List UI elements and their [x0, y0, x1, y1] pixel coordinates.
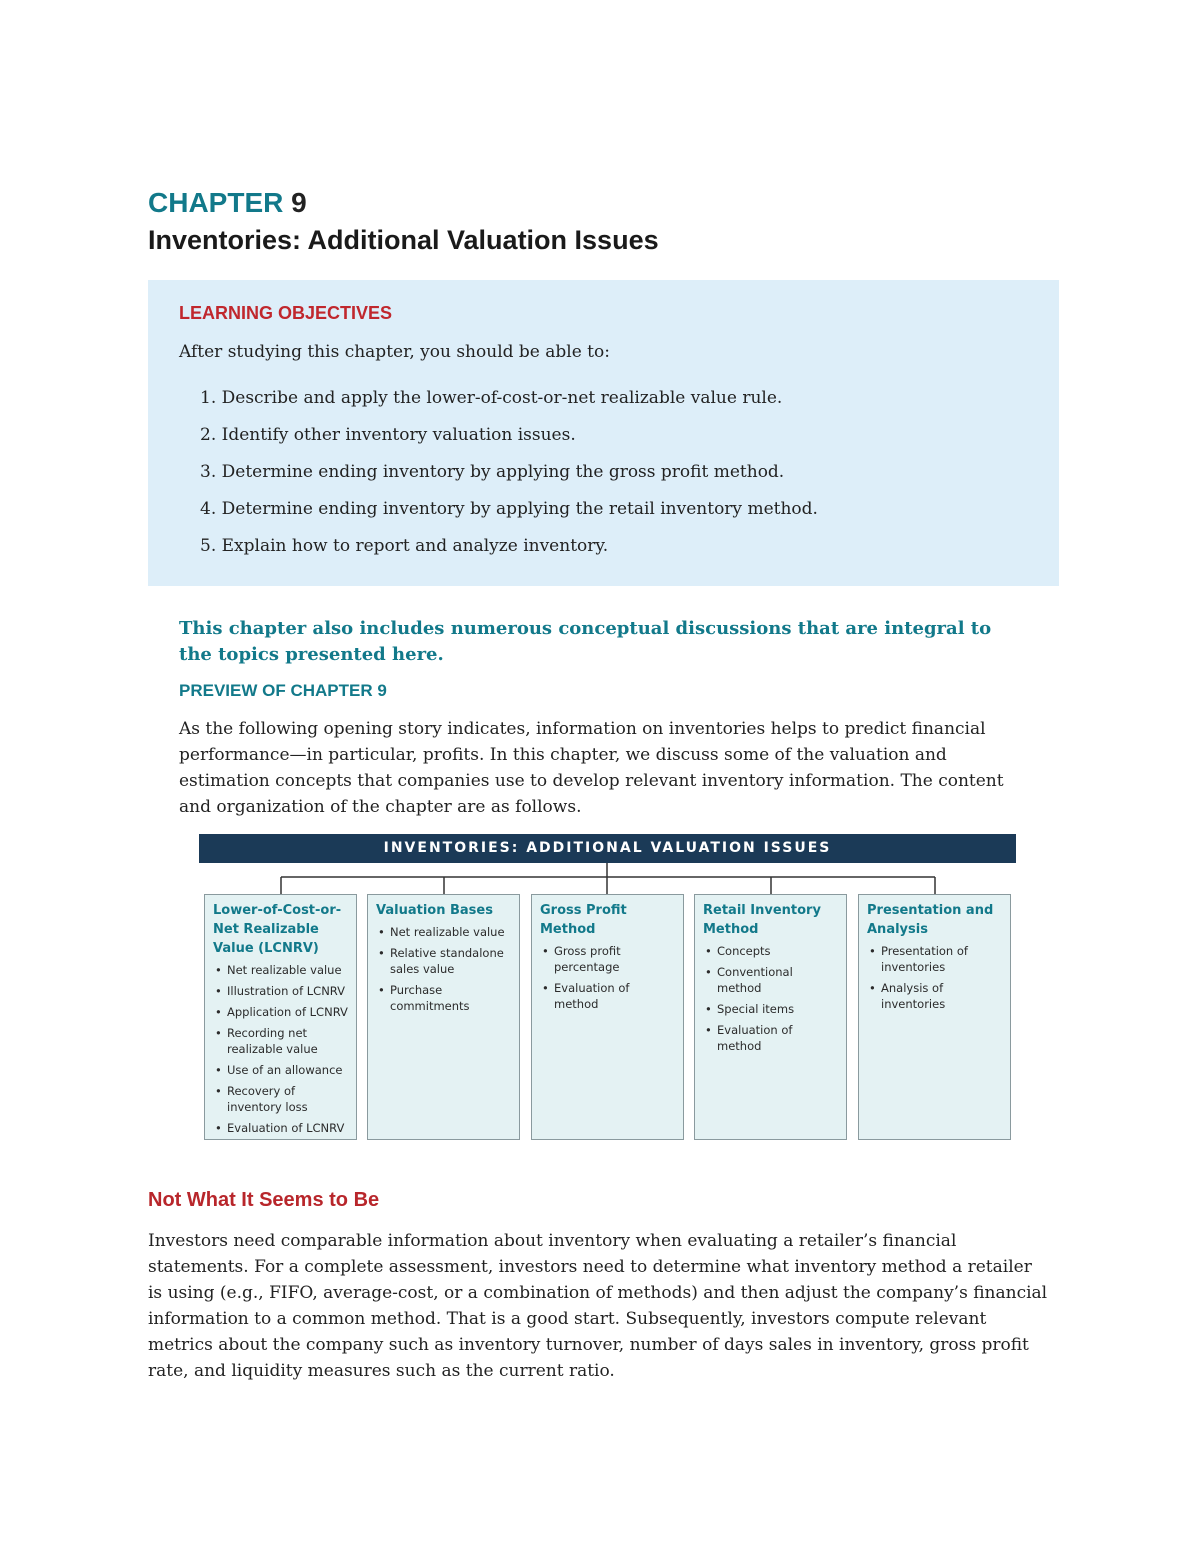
organizer-topic: • Net realizable value — [213, 962, 348, 978]
learning-objective-item: 1. Describe and apply the lower-of-cost-or-net realizable value rule. — [200, 388, 783, 408]
chapter-organizer-diagram — [199, 834, 1016, 1144]
preview-heading: PREVIEW OF CHAPTER 9 — [179, 681, 387, 700]
organizer-column-list — [540, 943, 675, 1012]
preview-body: As the following opening story indicates, information on inventories helps to predict financial performance—in particular, profits. In this chapter, we discuss some of the valuation and estimation concepts that companies use to develop relevant inventory information. The content and organization of the chapter are as follows. — [179, 719, 1004, 817]
organizer-column-list — [213, 962, 348, 1136]
learning-objectives-intro: After studying this chapter, you should be able to: — [179, 342, 610, 362]
chapter-number: 9 — [291, 187, 307, 218]
organizer-topic: • Purchase commitments — [376, 982, 511, 1014]
organizer-topic: • Evaluation of method — [703, 1022, 838, 1054]
learning-objective-item: 5. Explain how to report and analyze inventory. — [200, 536, 609, 556]
organizer-topic: • Concepts — [703, 943, 838, 959]
organizer-topic: • Special items — [703, 1001, 838, 1017]
organizer-column-list — [703, 943, 838, 1054]
organizer-column-heading: Retail Inventory Method — [703, 903, 821, 937]
organizer-banner: INVENTORIES: ADDITIONAL VALUATION ISSUES — [199, 834, 1016, 863]
learning-objectives-heading: LEARNING OBJECTIVES — [179, 303, 393, 323]
learning-objectives-list — [200, 386, 818, 571]
learning-objectives-box — [148, 280, 1059, 586]
organizer-column-valuation-bases — [367, 894, 520, 1140]
organizer-connector-lines — [199, 863, 1016, 895]
organizer-topic: • Use of an allowance — [213, 1062, 348, 1078]
organizer-column-retail-inventory — [694, 894, 847, 1140]
organizer-topic: • Recording net realizable value — [213, 1025, 348, 1057]
organizer-column-heading: Gross Profit Method — [540, 903, 627, 937]
organizer-column-presentation — [858, 894, 1011, 1140]
learning-objective-item: 2. Identify other inventory valuation issues. — [200, 425, 576, 445]
organizer-topic: • Evaluation of method — [540, 980, 675, 1012]
organizer-topic: • Relative standalone sales value — [376, 945, 511, 977]
learning-objective-item: 3. Determine ending inventory by applying the gross profit method. — [200, 462, 785, 482]
organizer-topic: • Illustration of LCNRV — [213, 983, 348, 999]
organizer-topic: • Analysis of inventories — [867, 980, 1002, 1012]
organizer-column-heading: Presentation and Analysis — [867, 903, 994, 937]
organizer-topic: • Application of LCNRV — [213, 1004, 348, 1020]
chapter-title: Inventories: Additional Valuation Issues — [148, 225, 659, 255]
organizer-topic: • Gross profit percentage — [540, 943, 675, 975]
organizer-column-list — [376, 924, 511, 1014]
organizer-topic: • Conventional method — [703, 964, 838, 996]
organizer-column-gross-profit — [531, 894, 684, 1140]
learning-objective-item: 4. Determine ending inventory by applying the retail inventory method. — [200, 499, 818, 519]
organizer-column-lcnrv — [204, 894, 357, 1140]
organizer-column-heading: Lower-of-Cost-or-Net Realizable Value (LCNRV) — [213, 903, 342, 956]
chapter-word: CHAPTER — [148, 187, 284, 218]
organizer-column-heading: Valuation Bases — [376, 903, 493, 918]
conceptual-note: This chapter also includes numerous conceptual discussions that are integral to the topics presented here. — [179, 618, 992, 665]
organizer-column-list — [867, 943, 1002, 1012]
organizer-topic: • Net realizable value — [376, 924, 511, 940]
organizer-topic: • Evaluation of LCNRV — [213, 1120, 348, 1136]
organizer-topic: • Recovery of inventory loss — [213, 1083, 348, 1115]
opening-story-body: Investors need comparable information about inventory when evaluating a retailer’s financial statements. For a complete assessment, investors need to determine what inventory method a retailer is using (e.g., FIFO, average-cost, or a combination of methods) and then adjust the company’s financial information to a common method. That is a good start. Subsequently, investors compute relevant metrics about the company such as inventory turnover, number of days sales in inventory, gross profit rate, and liquidity measures such as the current ratio. — [148, 1231, 1048, 1381]
organizer-topic: • Presentation of inventories — [867, 943, 1002, 975]
chapter-label — [148, 186, 307, 220]
opening-story-heading: Not What It Seems to Be — [148, 1189, 380, 1211]
